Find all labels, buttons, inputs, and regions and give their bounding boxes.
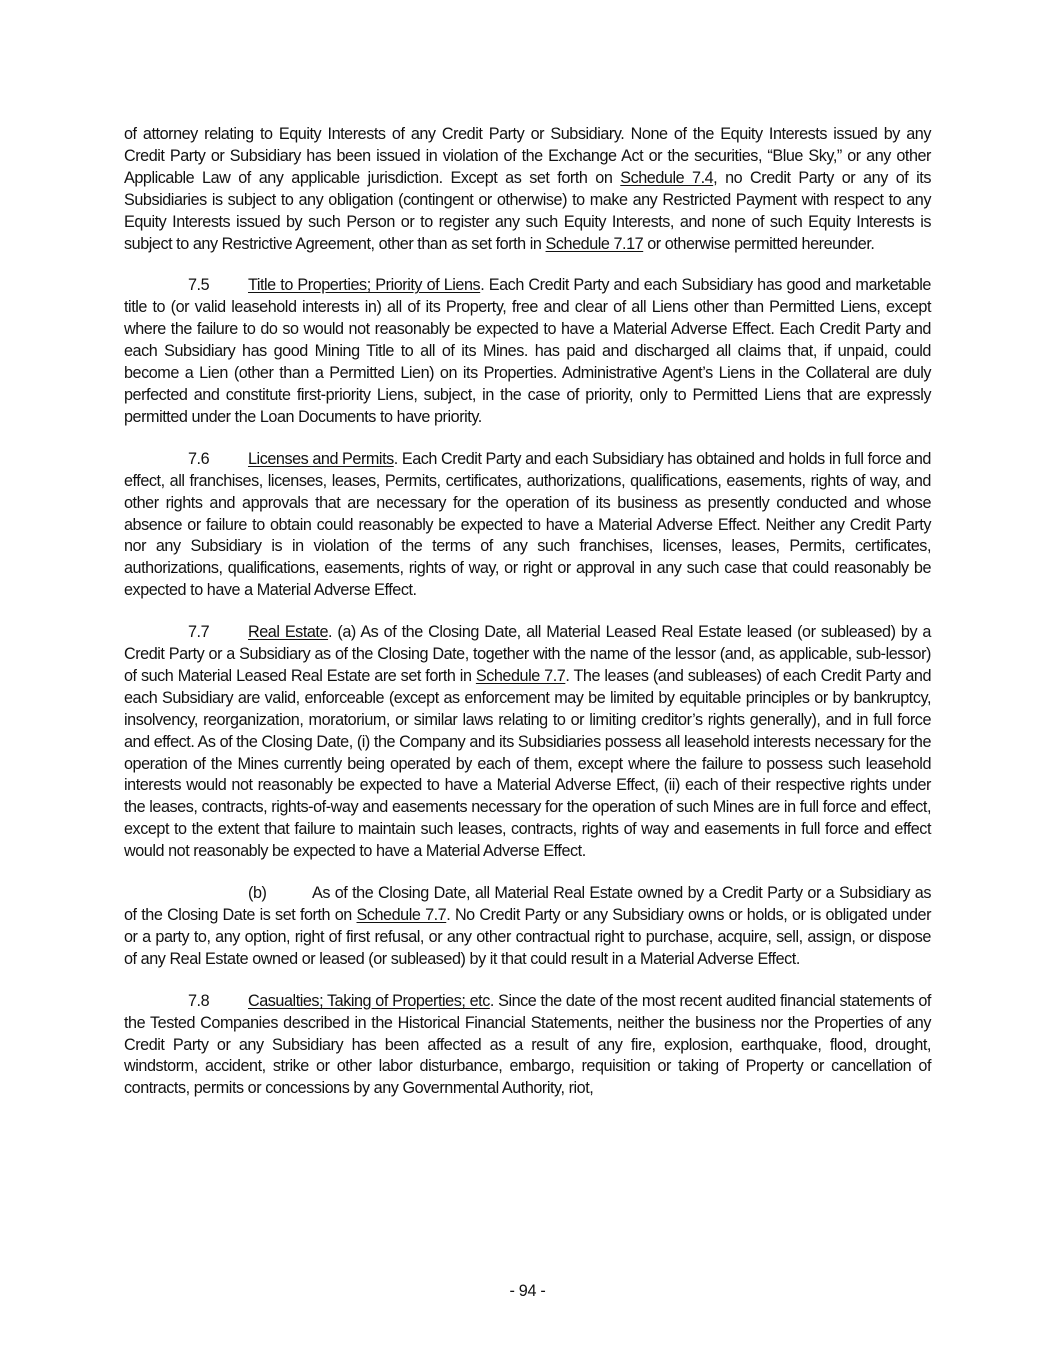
section-number: 7.6 [188, 449, 210, 468]
section-body: . No Credit Party or any Subsidiary owns or holds, or is obligated under or a party to, any option, right of first refusal, or any other contractual right to purchase, acquire, sell, assign, or dispose of any Real Estate owned or leased (or subleased) by it that could result in a Material Adverse Effect. [124, 906, 932, 968]
paragraph-text: of attorney relating to Equity Interests of any Credit Party or Subsidiary. None of the Equity Interests issued by any Credit Party or Subsidiary has been issued in violation of the Exchange Act or the securities, “Blue Sky,” or any other Applicable Law of any applicable jurisdiction. Except as set forth on [124, 125, 931, 187]
schedule-reference: Schedule 7.17 [545, 234, 644, 253]
section-7-8 [124, 991, 931, 1101]
document-body [124, 124, 931, 1120]
section-7-7-b [124, 883, 931, 971]
section-body: . The leases (and subleases) of each Credit Party and each Subsidiary are valid, enforceable (except as enforcement may be limited by equitable principles or by bankruptcy, insolvency, reorganization, moratorium, or similar laws relating to or limiting creditor’s rights generally), and in full force and effect. As of the Closing Date, (i) the Company and its Subsidiaries possess all leasehold interests necessary for the operation of the Mines currently being operated by each of them, except where the failure to possess such leasehold interests would not reasonably be expected to have a Material Adverse Effect, (ii) each of their respective rights under the leases, contracts, rights-of-way and easements necessary for the operation of such Mines are in full force and effect, except to the extent that failure to maintain such leases, contracts, rights of way and easements in full force and effect would not reasonably be expected to have a Material Adverse Effect. [124, 666, 931, 861]
section-7-6 [124, 449, 931, 602]
schedule-reference: Schedule 7.7 [356, 906, 447, 924]
page-number: - 94 - [509, 1282, 546, 1300]
section-heading: Title to Properties; Priority of Liens [248, 276, 481, 295]
section-body: . Each Credit Party and each Subsidiary has obtained and holds in full force and effect, all franchises, licenses, leases, Permits, certificates, authorizations, qualifications, easements, rights of way, and other rights and approvals that are necessary for the operation of its business as presently conducted and whose absence or failure to obtain could reasonably be expected to have a Material Adverse Effect. Neither any Credit Party nor any Subsidiary is in violation of the terms of any such franchises, licenses, leases, Permits, certificates, authorizations, qualifications, easements, rights of way, or right or approval in any such case that could reasonably be expected to have a Material Adverse Effect. [124, 449, 931, 600]
paragraph-continuation [124, 124, 931, 255]
section-heading: Casualties; Taking of Properties; etc [248, 991, 490, 1010]
section-number: 7.7 [188, 623, 210, 642]
section-body: As of the Closing Date, all Material Real Estate owned by a Credit Party or a Subsidiary as of the Closing Date is set forth on [124, 884, 931, 924]
paragraph-text: or otherwise permitted hereunder. [643, 234, 875, 253]
section-number: 7.5 [188, 276, 210, 295]
section-body: . Each Credit Party and each Subsidiary has good and marketable title to (or valid leasehold interests in) all of its Property, free and clear of all Liens other than Permitted Liens, except where the failure to do so would not reasonably be expected to have a Material Adverse Effect. Each Credit Party and each Subsidiary has good Mining Title to all of its Mines. has paid and discharged all claims that, if unpaid, could become a Lien (other than a Permitted Lien) on its Properties. Administrative Agent’s Liens in the Collateral are duly perfected and constitute first-priority Liens, subject, in the case of priority, only to Permitted Liens that are expressly permitted under the Loan Documents to have priority. [124, 276, 931, 426]
section-body: . Since the date of the most recent audited financial statements of the Tested Companies described in the Historical Financial Statements, neither the business nor the Properties of any Credit Party or any Subsidiary has been affected as a result of any fire, explosion, earthquake, flood, drought, windstorm, accident, strike or other labor disturbance, embargo, requisition or taking of Property or cancellation of contracts, permits or concessions by any Governmental Authority, riot, [124, 991, 931, 1098]
paragraph-text: , no Credit Party or any of its Subsidiaries is subject to any obligation (contingent or otherwise) to make any Restricted Payment with respect to any Equity Interests issued by such Person or to register any such Equity Interests, and none of such Equity Interests is subject to any Restrictive Agreement, other than as set forth in [124, 168, 931, 253]
section-heading: Licenses and Permits [248, 449, 394, 468]
subsection-label: (b) [248, 884, 267, 903]
section-number: 7.8 [188, 991, 210, 1010]
section-7-7 [124, 622, 931, 863]
schedule-reference: Schedule 7.4 [620, 168, 714, 187]
section-body: . (a) As of the Closing Date, all Material Leased Real Estate leased (or subleased) by a Credit Party or a Subsidiary as of the Closing Date, together with the name of the lessor (and, as applicable, sub-lessor) of such Material Leased Real Estate are set forth in [124, 623, 931, 685]
section-heading: Real Estate [248, 623, 329, 642]
section-7-5 [124, 275, 931, 428]
schedule-reference: Schedule 7.7 [475, 666, 566, 685]
